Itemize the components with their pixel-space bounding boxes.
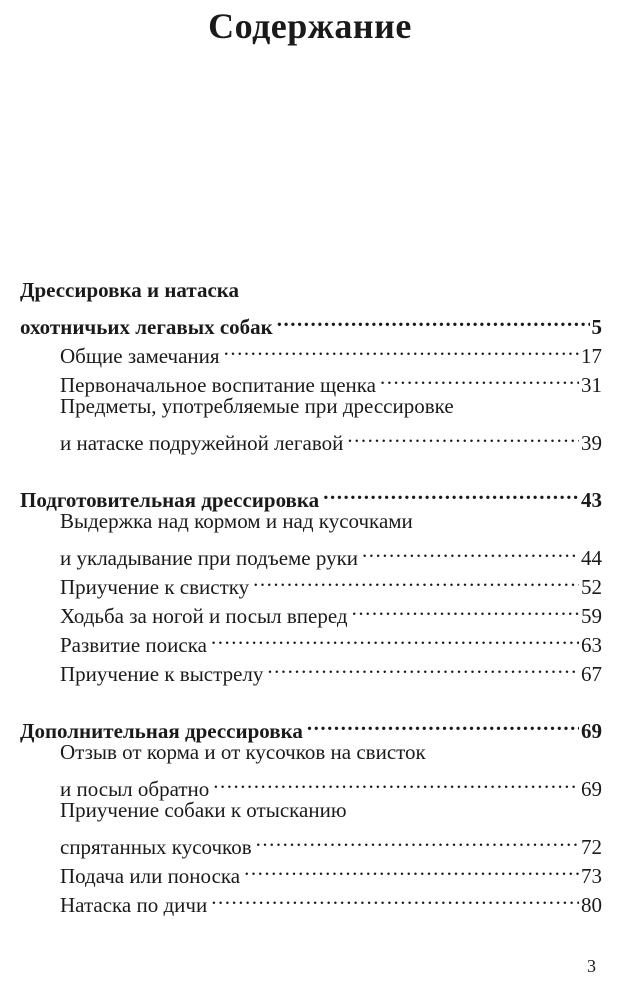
dot-leader bbox=[213, 767, 579, 796]
toc-entry-line[interactable] bbox=[20, 507, 602, 536]
toc-entry-title: Предметы, употребляемые при дрессировке bbox=[60, 394, 454, 418]
toc-entry-title: Приучение к свистку bbox=[60, 575, 250, 599]
toc-entry-title: Приучение собаки к отысканию bbox=[60, 798, 347, 822]
toc-page-number: 80 bbox=[581, 893, 602, 917]
toc-page-number: 67 bbox=[581, 662, 602, 686]
toc-entry-title: Дополнительная дрессировка bbox=[20, 719, 303, 743]
toc-page-number: 43 bbox=[581, 488, 602, 512]
toc-page-number: 72 bbox=[581, 835, 602, 859]
dot-leader bbox=[256, 825, 579, 854]
dot-leader bbox=[307, 709, 579, 738]
toc-page-number: 5 bbox=[591, 315, 602, 339]
toc-page-number: 59 bbox=[581, 604, 602, 628]
toc-section bbox=[20, 276, 602, 455]
toc-entry-title: спрятанных кусочков bbox=[60, 835, 252, 859]
dot-leader bbox=[244, 854, 579, 883]
toc-entry-title: и укладывание при подъеме руки bbox=[60, 546, 359, 570]
toc-entry-title: охотничьих легавых собак bbox=[20, 315, 273, 339]
dot-leader bbox=[267, 652, 579, 681]
toc-page-number: 73 bbox=[581, 864, 602, 888]
toc-page-number: 31 bbox=[581, 373, 602, 397]
toc-chapter-line[interactable] bbox=[20, 305, 602, 339]
toc-chapter-line[interactable] bbox=[20, 709, 602, 743]
toc-section bbox=[20, 709, 602, 917]
toc-entry-line[interactable] bbox=[20, 738, 602, 767]
toc-entry-title: Дрессировка и натаска bbox=[20, 278, 240, 302]
toc-entry-title: Первоначальное воспитание щенка bbox=[60, 373, 376, 397]
toc-entry-line[interactable] bbox=[20, 796, 602, 825]
toc-entry-title: Отзыв от корма и от кусочков на свисток bbox=[60, 740, 426, 764]
page-title: Содержание bbox=[208, 6, 412, 46]
toc-page-number: 17 bbox=[581, 344, 602, 368]
toc-page-number: 52 bbox=[581, 575, 602, 599]
toc-entry-line[interactable] bbox=[20, 536, 602, 570]
toc-page-number: 39 bbox=[581, 431, 602, 455]
dot-leader bbox=[347, 421, 579, 450]
toc-entry-title: Приучение к выстрелу bbox=[60, 662, 264, 686]
toc-entry-title: Подача или поноска bbox=[60, 864, 241, 888]
table-of-contents bbox=[20, 276, 602, 940]
dot-leader bbox=[211, 623, 579, 652]
toc-entry-title: Натаска по дичи bbox=[60, 893, 208, 917]
toc-entry-title: Развитие поиска bbox=[60, 633, 207, 657]
dot-leader bbox=[253, 565, 579, 594]
dot-leader bbox=[224, 334, 579, 363]
toc-entry-title: Ходьба за ногой и посыл вперед bbox=[60, 604, 348, 628]
toc-page-number: 44 bbox=[581, 546, 602, 570]
toc-entry-title: Общие замечания bbox=[60, 344, 220, 368]
dot-leader bbox=[323, 478, 579, 507]
toc-page-number: 63 bbox=[581, 633, 602, 657]
dot-leader bbox=[352, 594, 579, 623]
toc-entry-line[interactable] bbox=[20, 825, 602, 859]
dot-leader bbox=[362, 536, 579, 565]
toc-entry-title: и посыл обратно bbox=[60, 777, 210, 801]
toc-page-number: 69 bbox=[581, 719, 602, 743]
toc-entry-line[interactable] bbox=[20, 392, 602, 421]
toc-page-number: 69 bbox=[581, 777, 602, 801]
toc-entry-title: Подготовительная дрессировка bbox=[20, 488, 320, 512]
toc-entry-line[interactable] bbox=[20, 767, 602, 801]
dot-leader bbox=[277, 305, 590, 334]
toc-chapter-line[interactable] bbox=[20, 478, 602, 512]
toc-section bbox=[20, 478, 602, 686]
toc-entry-title: и натаске подружейной легавой bbox=[60, 431, 344, 455]
dot-leader bbox=[380, 363, 579, 392]
dot-leader bbox=[211, 883, 579, 912]
toc-entry-title: Выдержка над кормом и над кусочками bbox=[60, 509, 413, 533]
toc-chapter-line[interactable] bbox=[20, 276, 602, 305]
page-number: 3 bbox=[587, 956, 596, 976]
toc-entry-line[interactable] bbox=[20, 421, 602, 455]
